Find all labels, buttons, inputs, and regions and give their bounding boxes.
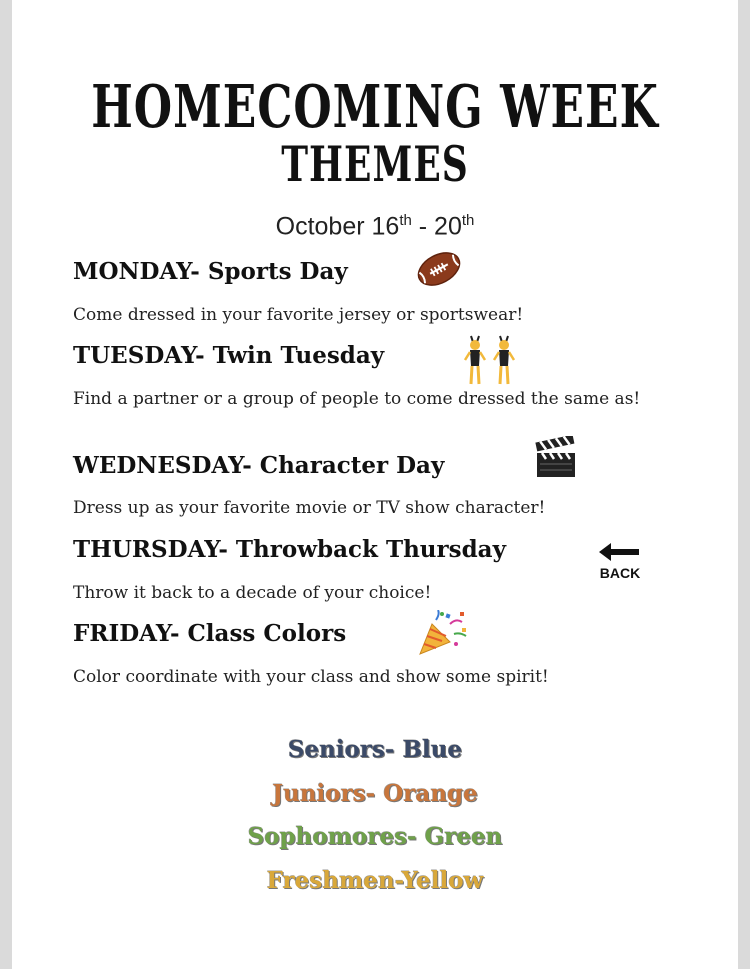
twin-dancers-icon (462, 334, 520, 388)
football-icon (414, 247, 464, 291)
day-title-friday: FRIDAY- Class Colors (73, 620, 347, 647)
day-description-tuesday: Find a partner or a group of people to come dressed the same as! (73, 389, 641, 409)
day-title-tuesday: TUESDAY- Twin Tuesday (73, 342, 385, 369)
class-color-sophomores: Sophomores- Green (247, 823, 503, 850)
date-separator: - 20 (411, 212, 462, 241)
date-end-suffix: th (461, 212, 475, 229)
date-start: October 16 (275, 212, 400, 241)
day-description-monday: Come dressed in your favorite jersey or sportswear! (73, 305, 524, 325)
back-arrow-label: BACK (599, 565, 641, 581)
class-color-freshmen: Freshmen-Yellow (266, 867, 484, 894)
back-arrow-icon (597, 541, 643, 583)
page-subtitle: THEMES (281, 136, 469, 194)
page-title: HOMECOMING WEEK (91, 73, 659, 142)
class-color-seniors: Seniors- Blue (287, 736, 463, 763)
day-description-wednesday: Dress up as your favorite movie or TV show character! (73, 498, 546, 518)
day-title-monday: MONDAY- Sports Day (73, 258, 348, 285)
clapperboard-icon (534, 436, 580, 480)
class-color-juniors: Juniors- Orange (272, 780, 478, 807)
day-title-thursday: THURSDAY- Throwback Thursday (73, 536, 506, 563)
day-title-wednesday: WEDNESDAY- Character Day (73, 452, 445, 479)
date-range (0, 212, 750, 241)
date-start-suffix: th (399, 212, 412, 229)
day-description-thursday: Throw it back to a decade of your choice! (73, 583, 432, 603)
party-popper-icon (416, 610, 470, 658)
day-description-friday: Color coordinate with your class and show some spirit! (73, 667, 549, 687)
